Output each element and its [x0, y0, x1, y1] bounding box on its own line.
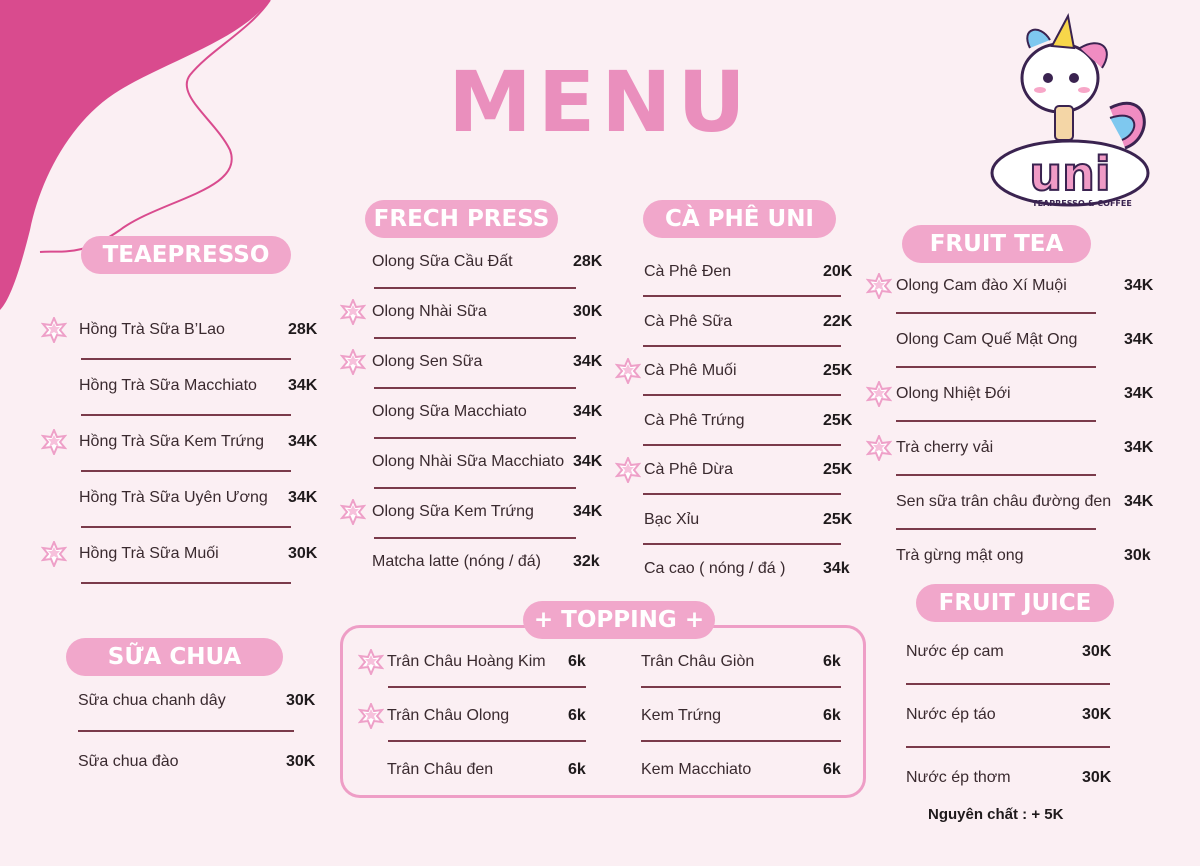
- divider-line: [643, 543, 841, 545]
- menu-item: [340, 553, 610, 609]
- menu-item: [358, 761, 593, 817]
- item-name: Hồng Trà Sữa Uyên Ương: [79, 489, 268, 506]
- item-price: 25K: [823, 411, 853, 429]
- divider-line: [81, 582, 291, 584]
- divider-line: [81, 526, 291, 528]
- divider-line: [643, 345, 841, 347]
- item-price: 6k: [568, 761, 586, 778]
- item-name: Trân Châu Hoàng Kim: [387, 653, 546, 670]
- flower-star-icon: [340, 349, 366, 375]
- heading-fruit-juice: FRUIT JUICE: [916, 584, 1114, 622]
- menu-item: [615, 461, 855, 517]
- divider-line: [896, 528, 1096, 530]
- item-price: 6k: [568, 707, 586, 724]
- divider-line: [641, 686, 841, 688]
- divider-line: [643, 295, 841, 297]
- divider-line: [896, 312, 1096, 314]
- item-price: 28K: [288, 321, 318, 338]
- menu-item: [866, 385, 1156, 441]
- menu-item: [641, 653, 851, 709]
- menu-item: [615, 362, 855, 418]
- item-price: 22K: [823, 312, 853, 330]
- divider-line: [374, 287, 576, 289]
- divider-line: [896, 420, 1096, 422]
- item-price: 34K: [1124, 277, 1154, 294]
- divider-line: [643, 394, 841, 396]
- fruit-tea-list: [866, 277, 1156, 601]
- topping-right-list: [641, 653, 851, 815]
- item-price: 6k: [568, 653, 586, 670]
- item-name: Hồng Trà Sữa B’Lao: [79, 321, 225, 338]
- divider-line: [896, 366, 1096, 368]
- item-price: 34K: [1124, 385, 1154, 402]
- menu-title: MENU: [448, 53, 752, 151]
- item-price: 34K: [573, 503, 603, 520]
- divider-line: [374, 537, 576, 539]
- menu-item: [78, 753, 318, 809]
- item-price: 30K: [1082, 769, 1112, 786]
- divider-line: [388, 686, 586, 688]
- heading-teaepresso: TEAEPRESSO: [81, 236, 291, 274]
- item-price: 25K: [823, 461, 853, 478]
- divider-line: [906, 746, 1110, 748]
- flower-star-icon: [358, 649, 384, 675]
- item-name: Olong Nhiệt Đới: [896, 385, 1011, 402]
- item-name: Cà Phê Trứng: [644, 411, 745, 429]
- item-name: Matcha latte (nóng / đá): [372, 553, 541, 570]
- item-name: Hồng Trà Sữa Kem Trứng: [79, 433, 265, 450]
- heading-french-press: FRECH PRESS: [365, 200, 558, 238]
- item-name: Hồng Trà Sữa Muối: [79, 545, 219, 562]
- item-price: 30K: [286, 753, 316, 770]
- divider-line: [641, 740, 841, 742]
- menu-item: [866, 493, 1156, 549]
- item-name: Olong Nhài Sữa: [372, 303, 487, 320]
- menu-item: [866, 277, 1156, 333]
- heading-fruit-tea: FRUIT TEA: [902, 225, 1091, 263]
- divider-line: [81, 470, 291, 472]
- menu-item: [358, 653, 593, 709]
- menu-item: [641, 761, 851, 817]
- item-price: 34k: [823, 560, 850, 577]
- flower-star-icon: [41, 317, 67, 343]
- item-price: 30K: [1082, 706, 1112, 723]
- menu-item: [866, 331, 1156, 387]
- item-price: 30K: [286, 692, 316, 709]
- menu-item: [866, 439, 1156, 495]
- menu-item: [641, 707, 851, 763]
- item-name: Cà Phê Đen: [644, 263, 732, 280]
- divider-line: [906, 683, 1110, 685]
- item-name: Cà Phê Muối: [644, 362, 737, 379]
- fruit-juice-list: [906, 643, 1116, 832]
- item-price: 32k: [573, 553, 600, 570]
- item-price: 30k: [1124, 547, 1151, 564]
- flower-star-icon: [340, 299, 366, 325]
- item-name: Trân Châu đen: [387, 761, 494, 778]
- item-name: Olong Cam đào Xí Muội: [896, 277, 1067, 294]
- item-name: Sen sữa trân châu đường đen: [896, 493, 1112, 510]
- item-name: Trân Châu Olong: [387, 707, 510, 724]
- item-price: 6k: [823, 653, 841, 670]
- item-name: Olong Cam Quế Mật Ong: [896, 331, 1078, 348]
- item-name: Nước ép thơm: [906, 769, 1011, 786]
- divider-line: [896, 474, 1096, 476]
- menu-item: [40, 433, 320, 489]
- item-price: 34K: [573, 403, 603, 420]
- menu-item: [78, 692, 318, 748]
- flower-star-icon: [41, 429, 67, 455]
- divider-line: [374, 387, 576, 389]
- item-price: 30K: [1082, 643, 1112, 660]
- menu-item: [615, 560, 855, 616]
- divider-line: [78, 730, 294, 732]
- item-price: 6k: [823, 707, 841, 724]
- item-name: Olong Sữa Macchiato: [372, 403, 527, 420]
- flower-star-icon: [615, 457, 641, 483]
- divider-line: [374, 337, 576, 339]
- french-press-list: [340, 253, 610, 603]
- divider-line: [388, 740, 586, 742]
- item-price: 28K: [573, 253, 603, 270]
- item-name: Olong Sen Sữa: [372, 353, 483, 370]
- menu-item: [40, 377, 320, 433]
- item-name: Trà gừng mật ong: [896, 547, 1024, 564]
- topping-left-list: [358, 653, 593, 815]
- heading-topping: + TOPPING +: [523, 601, 715, 639]
- menu-item: [906, 643, 1116, 699]
- flower-star-icon: [41, 541, 67, 567]
- item-price: 34K: [288, 489, 318, 506]
- item-price: 6k: [823, 761, 841, 778]
- ca-phe-uni-list: [615, 263, 855, 610]
- menu-item: [340, 303, 610, 359]
- item-name: Hồng Trà Sữa Macchiato: [79, 377, 257, 394]
- item-name: Kem Trứng: [641, 707, 722, 724]
- item-name: Nước ép táo: [906, 706, 996, 723]
- item-price: 25K: [823, 510, 853, 528]
- juice-note: Nguyên chất : + 5K: [928, 806, 1064, 823]
- item-name: Trà cherry vải: [896, 439, 994, 456]
- item-price: 30K: [573, 303, 603, 320]
- flower-star-icon: [615, 358, 641, 384]
- teaepresso-list: [40, 321, 320, 601]
- menu-item: [906, 706, 1116, 762]
- item-price: 34K: [1124, 439, 1154, 456]
- menu-item: [40, 489, 320, 545]
- menu-item: [340, 453, 610, 509]
- item-name: Kem Macchiato: [641, 761, 752, 778]
- divider-line: [374, 487, 576, 489]
- menu-item: [615, 263, 855, 319]
- logo-word: uni: [1029, 147, 1111, 201]
- menu-item: [358, 707, 593, 763]
- logo-tagline: TEAPRESSO & COFFEE: [1032, 199, 1132, 208]
- flower-star-icon: [340, 499, 366, 525]
- divider-line: [81, 358, 291, 360]
- uni-unicorn-logo: [990, 8, 1160, 208]
- menu-item: [340, 353, 610, 409]
- divider-line: [643, 493, 841, 495]
- item-name: Olong Nhài Sữa Macchiato: [372, 453, 565, 470]
- heading-sua-chua: SỮA CHUA: [66, 638, 283, 676]
- menu-item: [340, 253, 610, 309]
- item-price: 34K: [288, 377, 318, 394]
- item-name: Cà Phê Sữa: [644, 312, 733, 330]
- item-name: Sữa chua đào: [78, 753, 179, 770]
- menu-item: [340, 403, 610, 459]
- heading-ca-phe-uni: CÀ PHÊ UNI: [643, 200, 836, 238]
- item-name: Ca cao ( nóng / đá ): [644, 560, 786, 577]
- item-price: 25K: [823, 362, 853, 379]
- sua-chua-list: [78, 692, 318, 814]
- divider-line: [643, 444, 841, 446]
- menu-item: [615, 511, 855, 567]
- flower-star-icon: [866, 381, 892, 407]
- menu-item: [40, 545, 320, 601]
- item-name: Olong Sữa Kem Trứng: [372, 503, 534, 520]
- item-price: 34K: [288, 433, 318, 450]
- menu-item: [615, 313, 855, 369]
- item-name: Bạc Xỉu: [644, 510, 700, 528]
- item-name: Nước ép cam: [906, 643, 1004, 660]
- item-price: 34K: [1124, 331, 1154, 348]
- flower-star-icon: [358, 703, 384, 729]
- menu-item: [340, 503, 610, 559]
- item-price: 34K: [1124, 493, 1154, 510]
- item-name: Cà Phê Dừa: [644, 461, 733, 478]
- item-price: 20K: [823, 263, 853, 280]
- menu-item: [866, 547, 1156, 603]
- item-name: Olong Sữa Cầu Đất: [372, 253, 513, 270]
- flower-star-icon: [866, 273, 892, 299]
- item-name: Trân Châu Giòn: [641, 653, 755, 670]
- item-price: 34K: [573, 353, 603, 370]
- flower-star-icon: [866, 435, 892, 461]
- menu-item: [615, 412, 855, 468]
- divider-line: [374, 437, 576, 439]
- item-price: 30K: [288, 545, 318, 562]
- menu-item: [40, 321, 320, 377]
- item-price: 34K: [573, 453, 603, 470]
- item-name: Sữa chua chanh dây: [78, 692, 226, 709]
- divider-line: [81, 414, 291, 416]
